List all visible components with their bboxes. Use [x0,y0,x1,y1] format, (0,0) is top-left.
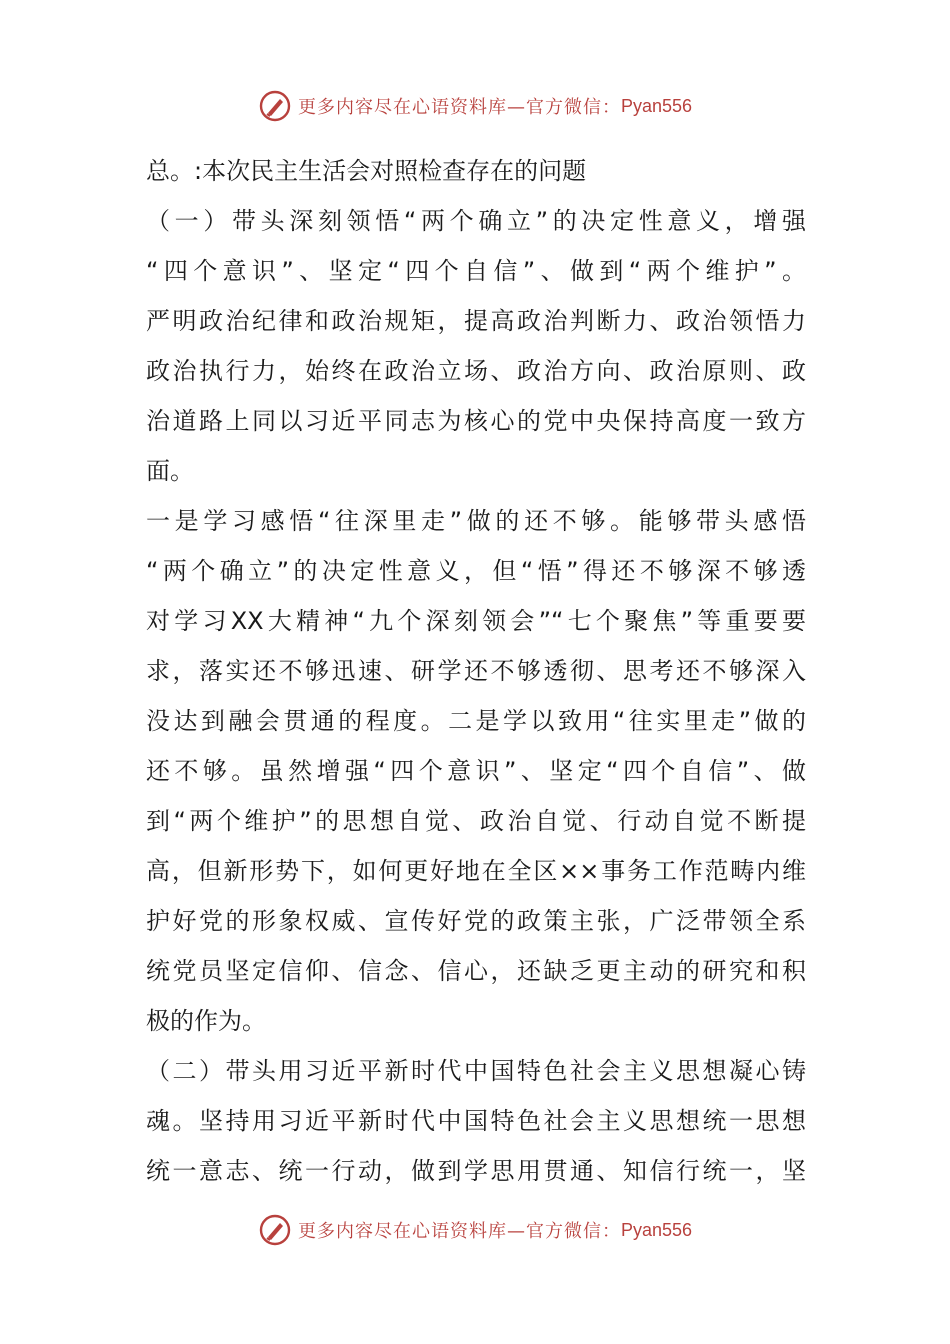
text-line: “两个确立”的决定性意义，但“悟”得还不够深不够透 [146,557,806,585]
text-line: 求，落实还不够迅速、研学还不够透彻、思考还不够深入 [146,657,806,685]
text-line: 统一意志、统一行动，做到学思用贯通、知信行统一，坚 [146,1157,806,1185]
text-line: 对学习XX大精神“九个深刻领会”“七个聚焦”等重要要 [146,607,806,635]
pen-logo-icon [258,1213,292,1247]
text-line: 政治执行力，始终在政治立场、政治方向、政治原则、政 [146,357,806,385]
document-body [146,146,806,1196]
watermark-text: 更多内容尽在心语资料库—官方微信： [297,97,621,118]
text-line: 高，但新形势下，如何更好地在全区××事务工作范畴内维 [146,857,806,885]
text-line: 没达到融会贯通的程度。二是学以致用“往实里走”做的 [146,707,806,735]
text-line: 一是学习感悟“往深里走”做的还不够。能够带头感悟 [146,507,806,535]
text-line: 魂。坚持用习近平新时代中国特色社会主义思想统一思想 [146,1107,806,1135]
text-line: （二）带头用习近平新时代中国特色社会主义思想凝心铸 [146,1057,806,1085]
pen-logo-icon [258,89,292,123]
watermark-handle: Pyan556 [620,95,693,116]
text-line: 面。 [146,457,194,485]
text-line: “四个意识”、坚定“四个自信”、做到“两个维护”。 [146,257,806,285]
text-line: 统党员坚定信仰、信念、信心，还缺乏更主动的研究和积 [146,957,806,985]
watermark-text: 更多内容尽在心语资料库—官方微信： [297,1221,621,1242]
text-line: 到“两个维护”的思想自觉、政治自觉、行动自觉不断提 [146,807,806,835]
text-line: 还不够。虽然增强“四个意识”、坚定“四个自信”、做 [146,757,806,785]
text-line: 严明政治纪律和政治规矩，提高政治判断力、政治领悟力 [146,307,806,335]
text-line: （一）带头深刻领悟“两个确立”的决定性意义，增强 [146,207,806,235]
watermark-banner-top [0,86,950,126]
text-line: 总。:本次民主生活会对照检查存在的问题 [146,157,587,185]
text-line: 极的作为。 [146,1007,266,1035]
watermark-handle: Pyan556 [620,1219,693,1240]
watermark-banner-bottom [0,1210,950,1250]
text-line: 治道路上同以习近平同志为核心的党中央保持高度一致方 [146,407,806,435]
text-line: 护好党的形象权威、宣传好党的政策主张，广泛带领全系 [146,907,806,935]
